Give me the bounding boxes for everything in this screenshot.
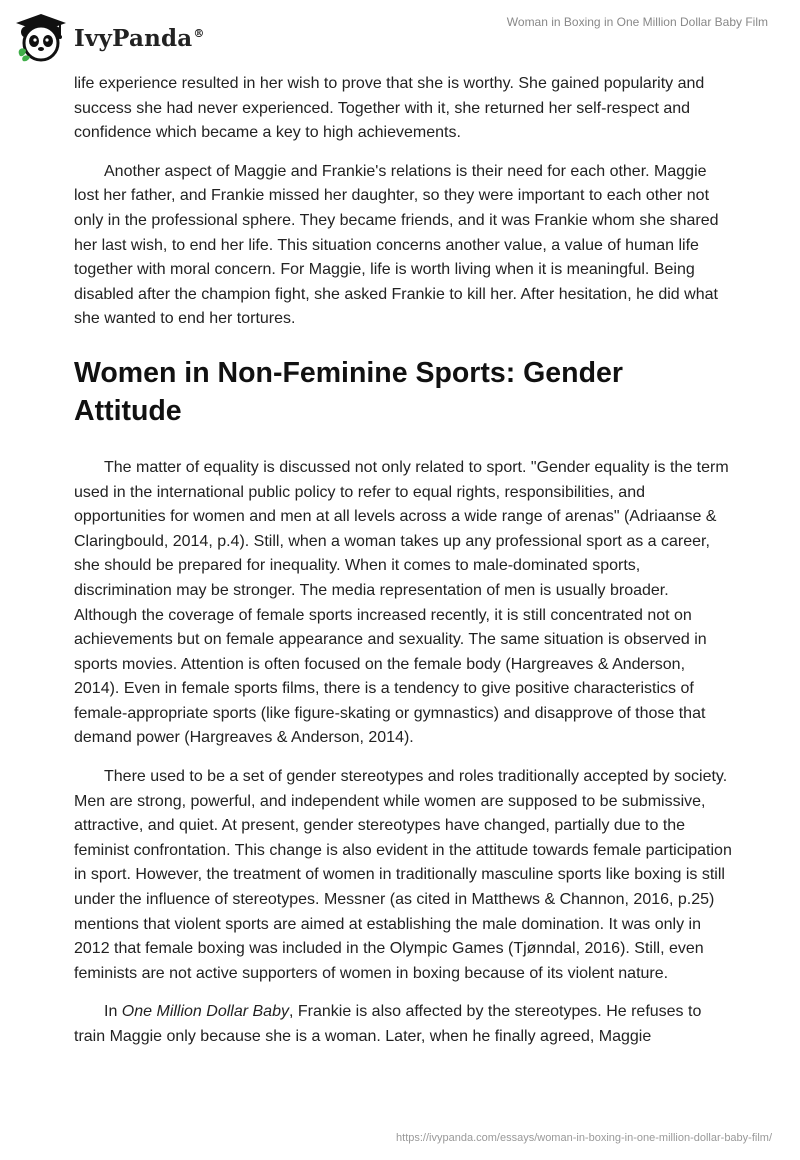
source-url[interactable]: https://ivypanda.com/essays/woman-in-boxing-in-one-million-dollar-baby-film/ <box>396 1132 772 1144</box>
section-heading: Women in Non-Feminine Sports: Gender Attitude <box>74 356 623 427</box>
paragraph-2: Another aspect of Maggie and Frankie's relations is their need for each other. Maggie lost her father, and Frankie missed her daughter, so they were important to each other not only in the professional sphere. They became friends, and it was Frankie whom she shared her last wish, to end her life. This situation concerns another value, a value of human life together with moral concern. For Maggie, life is worth living when it is meaningful. Being disabled after the champion fight, she asked Frankie to kill her. After hesitation, he did what she wanted to end her tortures. <box>74 162 719 328</box>
panda-graduate-icon <box>14 12 68 64</box>
paragraph-5 <box>74 1000 734 1049</box>
page-header <box>0 0 800 70</box>
paragraph-1: life experience resulted in her wish to prove that she is worthy. She gained popularity and success she had never experienced. Together with it, she returned her self-respect and confidence which became a key to high achievements. <box>74 75 705 142</box>
registered-mark: ® <box>193 26 205 40</box>
paragraph-5-prefix: In <box>104 1003 122 1021</box>
film-title: One Million Dollar Baby <box>121 1003 289 1021</box>
essay-content <box>74 72 734 1064</box>
document-title: Woman in Boxing in One Million Dollar Baby Film <box>506 15 768 29</box>
brand-name-text: IvyPanda <box>74 24 193 52</box>
paragraph-4: There used to be a set of gender stereotypes and roles traditionally accepted by society. Men are strong, powerful, and independent while women are supposed to be submissive, attractive, and quiet. At present, gender stereotypes have changed, partially due to the feminist confrontation. This change is also evident in the attitude towards female participation in sport. However, the treatment of women in traditionally masculine sports like boxing is still under the influence of stereotypes. Messner (as cited in Matthews & Channon, 2016, p.25) mentions that violent sports are aimed at establishing the male domination. It was only in 2012 that female boxing was included in the Olympic Games (Tjønndal, 2016). Still, even feminists are not active supporters of women in boxing because of its violent nature. <box>74 768 732 982</box>
brand-name <box>74 25 205 52</box>
paragraph-5-text: , Frankie is also affected by the stereotypes. He refuses to train Maggie only because she is a woman. Later, when he finally agreed, Maggie <box>74 1003 702 1045</box>
ivypanda-logo[interactable] <box>14 12 205 64</box>
paragraph-3: The matter of equality is discussed not only related to sport. "Gender equality is the term used in the international public policy to refer to equal rights, responsibilities, and opportunities for women and men at all levels across a wide range of arenas" (Adriaanse & Claringbould, 2014, p.4). Still, when a woman takes up any professional sport as a career, she should be prepared for inequality. When it comes to male-dominated sports, discrimination may be stronger. The media representation of men is usually broader. Although the coverage of female sports increased recently, it is still concentrated not on achievements but on female appearance and sexuality. The same situation is observed in sports movies. Attention is often focused on the female body (Hargreaves & Anderson, 2014). Even in female sports films, there is a tendency to give positive characteristics of female-appropriate sports (like figure-skating or gymnastics) and disapprove of those that demand power (Hargreaves & Anderson, 2014). <box>74 458 729 747</box>
